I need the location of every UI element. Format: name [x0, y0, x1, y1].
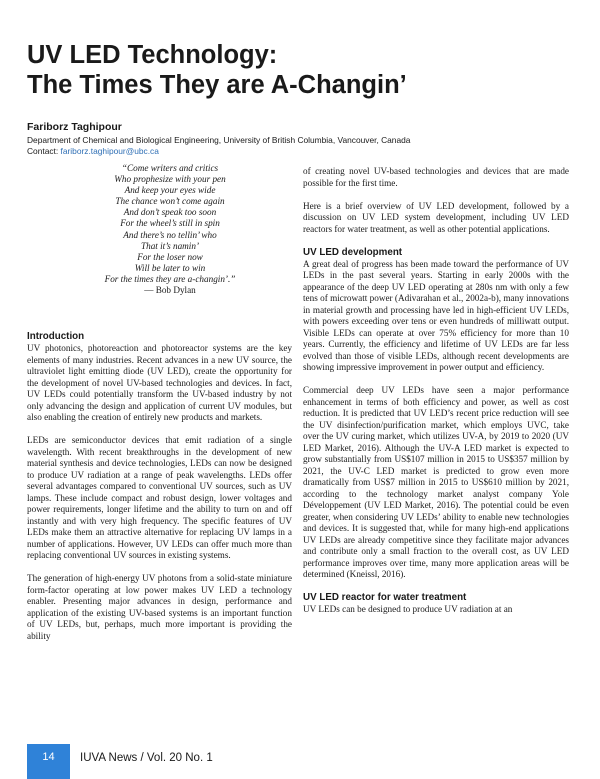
section-heading-uv-led-reactor: UV LED reactor for water treatment — [303, 592, 467, 603]
poem-line: For the wheel’s still in spin — [120, 218, 220, 229]
contact-label: Contact: — [27, 146, 59, 156]
poem-attribution: — Bob Dylan — [144, 285, 196, 296]
poem-line: And don’t speak too soon — [123, 207, 217, 218]
poem-line: “Come writers and critics — [121, 163, 219, 173]
poem-line: That it’s namin’ — [140, 240, 200, 251]
journal-footer: IUVA News / Vol. 20 No. 1 — [80, 752, 213, 764]
section-heading-introduction: Introduction — [27, 331, 85, 342]
author-department: Department of Chemical and Biological Engineering, University of British Columbia, Vancouver, Canada — [27, 135, 411, 145]
poem-line: For the times they are a-changin’.” — [104, 273, 236, 284]
body-paragraph: Commercial deep UV LEDs have seen a major performance enhancement in terms of both efficiency and power, as well as cost reduction. It is predicted that UV LED’s recent price reduction will see the UV disinfection/purification market, which employs UVC, take over the UV curing market, which utilizes UV-A, by 2019 to 2020 (UV LED Market, 2016). Although the UV-A LED market is expected to grow substantially from US$107 million in 2015 to US$357 million by 2021, the UV-C LED market is predicted to grow even more dramatically from US$7 million in 2015 to US$610 million by 2021, according to the technology market analyst company Yole Développement (UV LED Market, 2016). The potential could be even greater, when considering UV LEDs’ ability to enable new technologies and devices. It is suggested that, while for many high-end applications UV LEDs are already competitive since they facilitate major advances and contribute only a small fraction to the overall cost, as UV LED performance improves over time, many more application areas will be determined (Kneissl, 2016). — [303, 385, 569, 579]
title-line-1: UV LED Technology: — [27, 41, 278, 69]
body-paragraph: LEDs are semiconductor devices that emit radiation of a single wavelength. With recent breakthroughs in the development of new material synthesis and device technologies, LEDs can now be designed to produce UV radiation at a range of peak wavelengths. LEDs offer several advantages compared to conventional UV sources, such as UV lamps. These include compact and robust design, lower voltages and power requirements, longer lifetime and the ability to turn on and off instantly and with very high frequency. The specific features of UV LEDs make them an attractive alternative for replacing UV lamps in a number of applications. However, UV LEDs can offer much more than replacing conventional UV sources in existing systems. — [27, 435, 292, 560]
column-right — [303, 166, 569, 627]
title-line-2: The Times They are A-Changin’ — [27, 71, 407, 99]
body-paragraph: UV LEDs can be designed to produce UV radiation at an — [303, 604, 513, 614]
body-paragraph: Here is a brief overview of UV LED development, followed by a discussion on UV LED system development, including UV LED reactors for water treatment, as well as other potential applications. — [303, 200, 569, 234]
body-paragraph: UV photonics, photoreaction and photoreactor systems are the key elements of many industries. Recent advances in a new UV source, the ultraviolet light emitting diode (UV LED), create the opportunity for the development of novel UV-based technologies and devices. In fact, UV LEDs could potentially transform the UV-based industry by not only advancing the design and application of current UV modules, but also enabling the creation of entirely new products and markets. — [27, 343, 292, 422]
epigraph-poem — [70, 163, 270, 296]
column-left — [27, 330, 292, 654]
section-heading-uv-led-development: UV LED development — [303, 246, 403, 258]
page-number: 14 — [42, 751, 55, 763]
poem-line: The chance won’t come again — [115, 196, 225, 207]
body-paragraph: The generation of high-energy UV photons from a solid-state miniature form-factor operating at low power makes UV LED a technology enabler. Presenting major advances in design, performance and application of the existing UV-based systems is an important function of UV LEDs, but, perhaps, much more important is providing the ability — [27, 573, 292, 641]
body-paragraph: of creating novel UV-based technologies and devices that are made possible for the first time. — [303, 166, 569, 188]
body-paragraph: A great deal of progress has been made toward the performance of UV LEDs in the past several years. Starting in early 2000s with the appearance of the deep UV LED operating at 280s nm with only a few tens of microwatt power (Adivarahan et al., 2002a-b), many innovations in material growth and processing have led in high-efficient UV LEDs, with powers exceeding over tens or even hundreds of milliwatt output. Visible LEDs can operate at over 75% efficiency for more than 10 years. Currently, the efficiency and lifetime of UV LEDs are far less evolved than those of visible LEDs, although recent developments are showing impressive improvement in power output and efficiency. — [303, 258, 569, 372]
poem-line: And there’s no tellin’ who — [123, 229, 217, 240]
contact-email-link[interactable]: fariborz.taghipour@ubc.ca — [60, 146, 159, 156]
page-number-tab — [27, 744, 70, 779]
author-name: Fariborz Taghipour — [27, 121, 122, 133]
poem-line: Who prophesize with your pen — [114, 174, 226, 185]
article-title — [27, 40, 407, 100]
poem-line: For the loser now — [137, 251, 203, 262]
poem-line: Will be later to win — [134, 262, 206, 273]
poem-line: And keep your eyes wide — [124, 185, 216, 196]
author-contact — [27, 146, 159, 156]
